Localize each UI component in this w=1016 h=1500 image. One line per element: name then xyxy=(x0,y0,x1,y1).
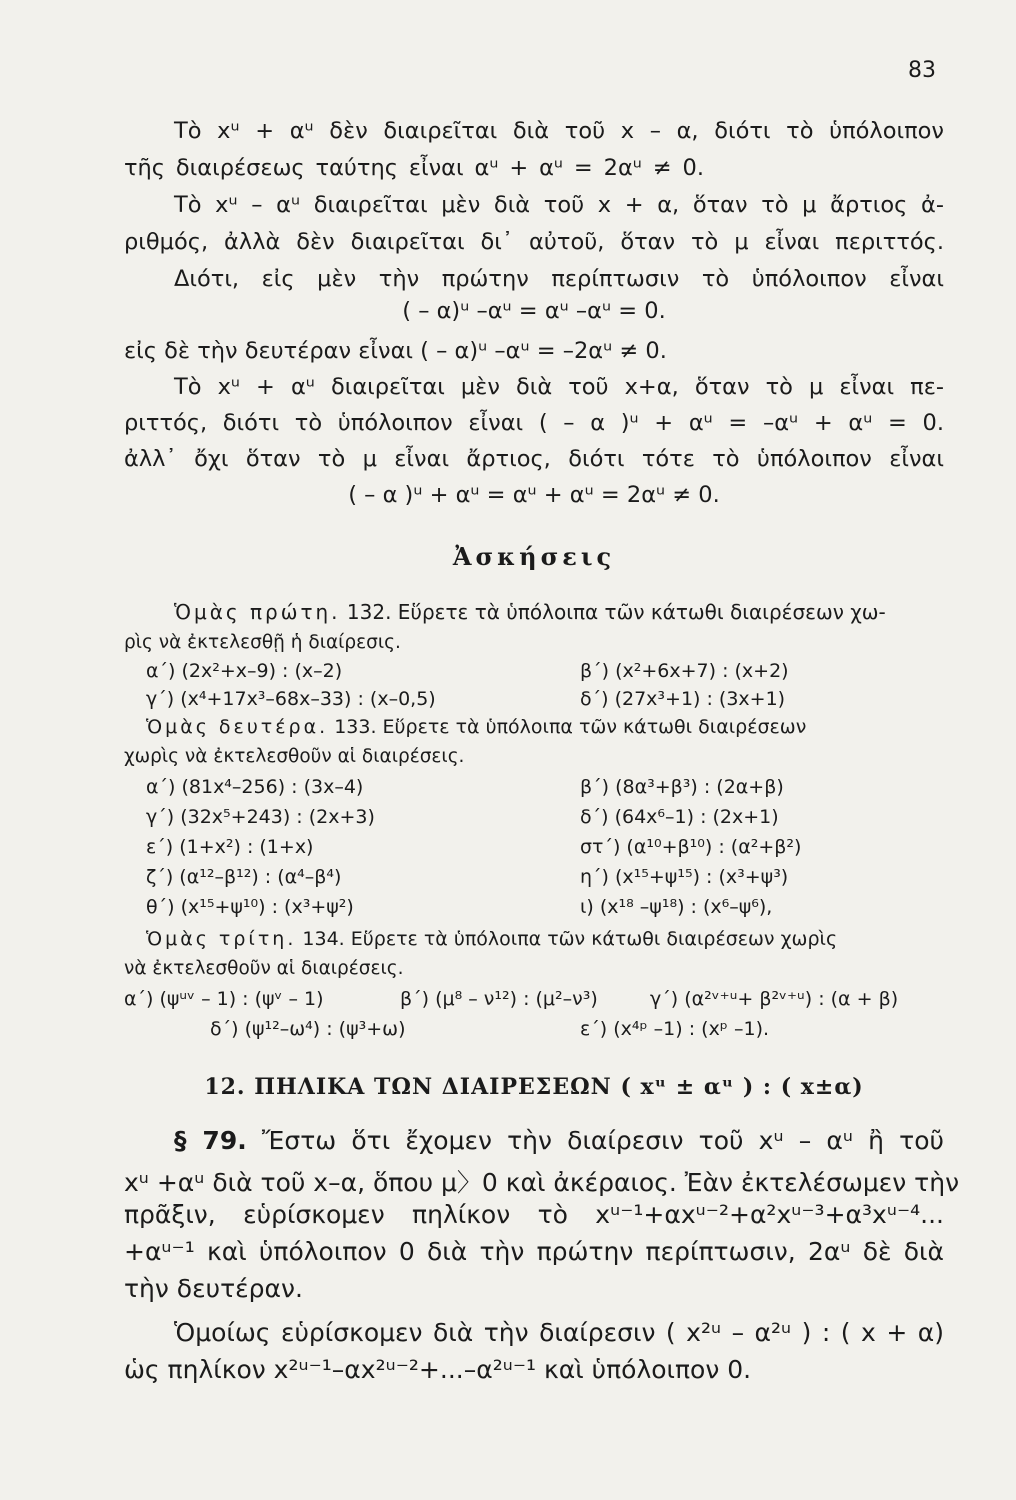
group-1-label: Ὁμὰς πρώτη. xyxy=(174,600,341,624)
exercise-item: ζ΄) (α¹²–β¹²) : (α⁴–β⁴) xyxy=(146,866,342,888)
exercise-item: η΄) (x¹⁵+ψ¹⁵) : (x³+ψ³) xyxy=(580,866,789,888)
exercise-item: γ΄) (x⁴+17x³–68x–33) : (x–0,5) xyxy=(146,688,436,710)
exercise-item: δ΄) (64x⁶–1) : (2x+1) xyxy=(580,806,779,828)
formula-line: ( – α )ᵘ + αᵘ = αᵘ + αᵘ = 2αᵘ ≠ 0. xyxy=(348,482,720,508)
exercise-item: ι) (x¹⁸ –ψ¹⁸) : (x⁶–ψ⁶), xyxy=(580,896,773,918)
section-line: ὡς πηλίκον x²ᵘ⁻¹–αx²ᵘ⁻²+...–α²ᵘ⁻¹ καὶ ὑπόλοιπον 0. xyxy=(124,1355,752,1384)
exercise-item: στ΄) (α¹⁰+β¹⁰) : (α²+β²) xyxy=(580,836,802,858)
group-1-instruction-cont: ρὶς νὰ ἐκτελεσθῇ ἡ διαίρεσις. xyxy=(124,632,401,653)
text-line: Τὸ xᵘ + αᵘ δὲν διαιρεῖται διὰ τοῦ x – α, διότι τὸ ὑπόλοιπον xyxy=(174,118,944,144)
section-number: § 79. xyxy=(174,1126,247,1155)
exercise-item: ε΄) (1+x²) : (1+x) xyxy=(146,836,314,858)
text-line: Τὸ xᵘ – αᵘ διαιρεῖται μὲν διὰ τοῦ x + α, ὅταν τὸ μ ἄρτιος ἀ- xyxy=(174,192,944,218)
text-line: Τὸ xᵘ + αᵘ διαιρεῖται μὲν διὰ τοῦ x+α, ὅταν τὸ μ εἶναι πε- xyxy=(174,374,944,400)
exercise-item: β΄) (μ⁸ – ν¹²) : (μ²–ν³) xyxy=(400,988,598,1010)
exercise-item: γ΄) (32x⁵+243) : (2x+3) xyxy=(146,806,375,828)
section-line xyxy=(174,1126,944,1155)
section-heading: 12. ΠΗΛΙΚΑ ΤΩΝ ΔΙΑΙΡΕΣΕΩΝ ( xᵘ ± αᵘ ) : ( x±α) xyxy=(204,1074,864,1100)
group-2-instruction: 133. Εὕρετε τὰ ὑπόλοιπα τῶν κάτωθι διαιρέσεων xyxy=(334,716,807,738)
exercise-item: β΄) (8α³+β³) : (2α+β) xyxy=(580,776,784,798)
text-line: Διότι, εἰς μὲν τὴν πρώτην περίπτωσιν τὸ ὑπόλοιπον εἶναι xyxy=(174,266,944,292)
section-line: xᵘ +αᵘ διὰ τοῦ x–α, ὅπου μ〉0 καὶ ἀκέραιος. Ἐὰν ἐκτελέσωμεν τὴν xyxy=(124,1168,960,1197)
group-3-instruction: 134. Εὕρετε τὰ ὑπόλοιπα τῶν κάτωθι διαιρέσεων χωρὶς xyxy=(302,928,838,950)
text-line: ριθμός, ἀλλὰ δὲν διαιρεῖται δι᾽ αὐτοῦ, ὅταν τὸ μ εἶναι περιττός. xyxy=(124,229,944,255)
formula-line: ( – α)ᵘ –αᵘ = αᵘ –αᵘ = 0. xyxy=(402,298,666,324)
exercise-item: α΄) (81x⁴–256) : (3x–4) xyxy=(146,776,364,798)
text-line: εἰς δὲ τὴν δευτέραν εἶναι ( – α)ᵘ –αᵘ = –2αᵘ ≠ 0. xyxy=(124,338,667,364)
section-line: +αᵘ⁻¹ καὶ ὑπόλοιπον 0 διὰ τὴν πρώτην περίπτωσιν, 2αᵘ δὲ διὰ xyxy=(124,1237,944,1266)
exercise-item: α΄) (2x²+x–9) : (x–2) xyxy=(146,660,343,682)
exercise-item: δ΄) (ψ¹²–ω⁴) : (ψ³+ω) xyxy=(210,1018,406,1040)
exercise-item: ε΄) (x⁴ᵖ –1) : (xᵖ –1). xyxy=(580,1018,770,1040)
text-line: ἀλλ᾽ ὄχι ὅταν τὸ μ εἶναι ἄρτιος, διότι τότε τὸ ὑπόλοιπον εἶναι xyxy=(124,446,944,472)
exercises-title: Ἀσκήσεις xyxy=(452,542,616,571)
group-1-instruction: 132. Εὕρετε τὰ ὑπόλοιπα τῶν κάτωθι διαιρέσεων χω- xyxy=(346,600,886,624)
group-2-label: Ὁμὰς δευτέρα. xyxy=(146,716,329,738)
exercise-item: β΄) (x²+6x+7) : (x+2) xyxy=(580,660,789,682)
section-line: πρᾶξιν, εὑρίσκομεν πηλίκον τὸ xᵘ⁻¹+αxᵘ⁻²+α²xᵘ⁻³+α³xᵘ⁻⁴... xyxy=(124,1200,944,1229)
section-text-start: Ἔστω ὅτι ἔχομεν τὴν διαίρεσιν τοῦ xᵘ – αᵘ ἢ τοῦ xyxy=(261,1126,944,1155)
exercise-item: δ΄) (27x³+1) : (3x+1) xyxy=(580,688,786,710)
exercise-item: α΄) (ψᵘᵛ – 1) : (ψᵛ – 1) xyxy=(124,988,324,1010)
group-3-instruction-cont: νὰ ἐκτελεσθοῦν αἱ διαιρέσεις. xyxy=(124,958,404,979)
text-line: ριττός, διότι τὸ ὑπόλοιπον εἶναι ( – α )ᵘ + αᵘ = –αᵘ + αᵘ = 0. xyxy=(124,410,944,436)
text-line: τῆς διαιρέσεως ταύτης εἶναι αᵘ + αᵘ = 2αᵘ ≠ 0. xyxy=(124,155,704,181)
group-1-header xyxy=(174,600,944,624)
exercise-item: γ΄) (α²ᵛ⁺ᵘ+ β²ᵛ⁺ᵘ) : (α + β) xyxy=(650,988,899,1010)
group-3-header xyxy=(146,928,966,950)
group-2-header xyxy=(146,716,966,738)
exercise-item: θ΄) (x¹⁵+ψ¹⁰) : (x³+ψ²) xyxy=(146,896,354,918)
group-2-instruction-cont: χωρὶς νὰ ἐκτελεσθοῦν αἱ διαιρέσεις. xyxy=(124,746,465,767)
group-3-label: Ὁμὰς τρίτη. xyxy=(146,928,297,950)
page-number: 83 xyxy=(908,58,936,83)
section-line: τὴν δευτέραν. xyxy=(124,1274,303,1303)
section-line: Ὁμοίως εὑρίσκομεν διὰ τὴν διαίρεσιν ( x²ᵘ – α²ᵘ ) : ( x + α) xyxy=(174,1318,944,1347)
